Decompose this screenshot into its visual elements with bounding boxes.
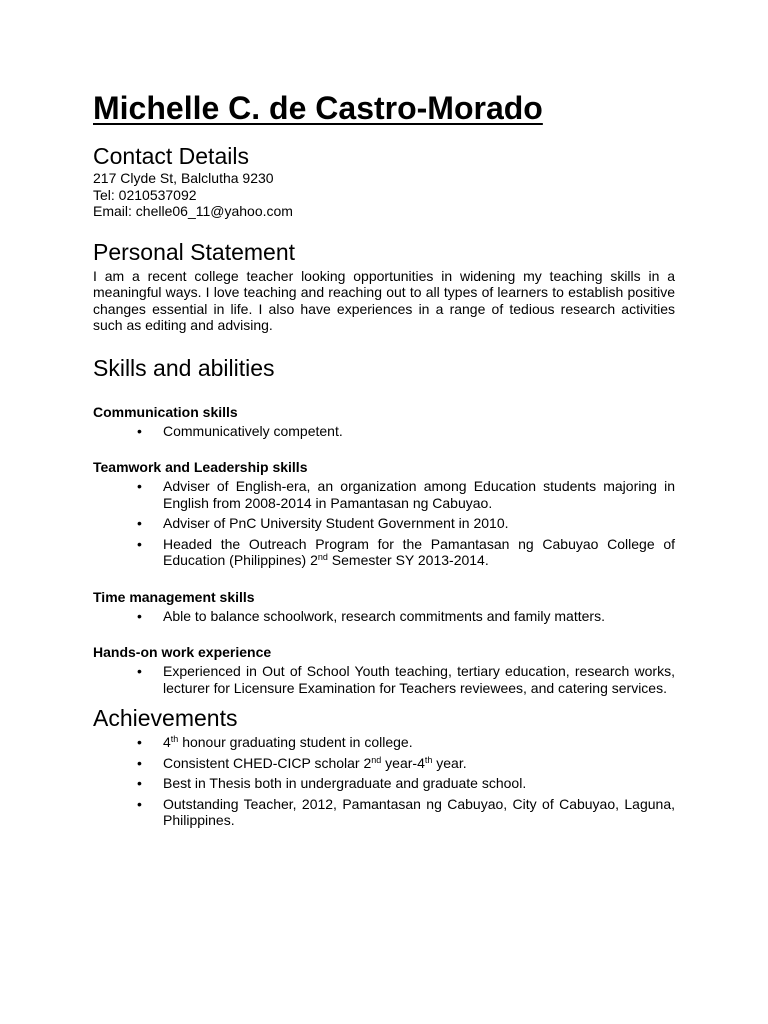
skill-group-title: Hands-on work experience [93,644,272,660]
resume-content [93,88,675,833]
item-text: Able to balance schoolwork, research commitments and family matters. [163,607,605,624]
skill-group-title: Teamwork and Leadership skills [93,459,308,475]
ordinal-suffix: th [170,734,179,744]
personal-statement-text: I am a recent college teacher looking opportunities in widening my teaching skills in a meaningful ways. I love teaching and reaching out to all types of learners to establish positive changes essential in life. I also have experiences in a range of tedious research activities such as editing and advising. [93,267,675,333]
achievement-item [93,796,675,829]
skill-item [93,536,675,569]
contact-heading: Contact Details [93,143,249,169]
item-text: 4 [163,734,171,750]
skills-heading: Skills and abilities [93,354,275,381]
skill-list [93,478,675,569]
item-text: Best in Thesis both in undergraduate and graduate school. [163,775,527,791]
skill-item [93,608,675,625]
item-text: Semester SY 2013-2014. [327,552,489,568]
achievements-list [93,734,675,829]
achievements-heading: Achievements [93,705,238,731]
bullet-icon: • [137,663,142,679]
contact-section [93,142,675,220]
item-text: year. [432,754,467,771]
bullet-icon: • [137,775,142,791]
resume-name: Michelle C. de Castro-Morado [93,90,543,126]
item-text: Outstanding Teacher, 2012, Pamantasan ng Cabuyao, City of Cabuyao, Laguna, Philippines. [163,795,675,828]
skill-group-title: Communication skills [93,403,238,420]
ordinal-suffix: th [424,754,433,765]
bullet-icon: • [137,754,142,771]
achievement-item [93,755,675,772]
skill-list [93,608,675,625]
bullet-icon: • [137,734,142,750]
skill-list [93,423,675,440]
personal-statement-heading: Personal Statement [93,238,296,265]
skill-group [93,459,675,569]
bullet-icon: • [137,607,142,624]
item-text: year-4 [381,754,425,771]
achievements-section [93,704,675,829]
ordinal-suffix: nd [317,552,328,562]
item-text: Communicatively competent. [163,422,343,439]
item-text: Headed the Outreach Program for the Pamantasan ng Cabuyao College of Education (Philippines) 2 [163,535,675,568]
item-text: Adviser of English-era, an organization among Education students majoring in English from 2008-2014 in Pamantasan ng Cabuyao. [163,478,675,511]
contact-email: Email: chelle06_11@yahoo.com [93,203,293,219]
bullet-icon: • [137,535,142,552]
skill-group [93,589,675,625]
item-text: honour graduating student in college. [178,734,413,750]
skill-item [93,663,675,696]
skill-item [93,423,675,440]
achievement-item [93,734,675,751]
ordinal-suffix: nd [371,754,382,765]
achievement-item [93,775,675,792]
bullet-icon: • [137,515,142,531]
skill-item [93,478,675,511]
skills-section [93,354,675,697]
item-text: Adviser of PnC University Student Government in 2010. [163,515,509,531]
contact-tel: Tel: 0210537092 [93,186,197,203]
bullet-icon: • [137,795,142,812]
bullet-icon: • [137,422,142,439]
skill-group [93,644,675,696]
skill-group-title: Time management skills [93,588,255,605]
item-text: Experienced in Out of School Youth teaching, tertiary education, research works, lecturer for Licensure Examination for Teachers reviewees, and catering services. [163,663,675,696]
bullet-icon: • [137,478,142,494]
skill-group [93,404,675,440]
item-text: Consistent CHED-CICP scholar 2 [163,754,372,771]
contact-address: 217 Clyde St, Balclutha 9230 [93,170,274,186]
skill-item [93,515,675,532]
skills-groups [93,404,675,697]
personal-statement-section [93,238,675,334]
skill-list [93,663,675,696]
